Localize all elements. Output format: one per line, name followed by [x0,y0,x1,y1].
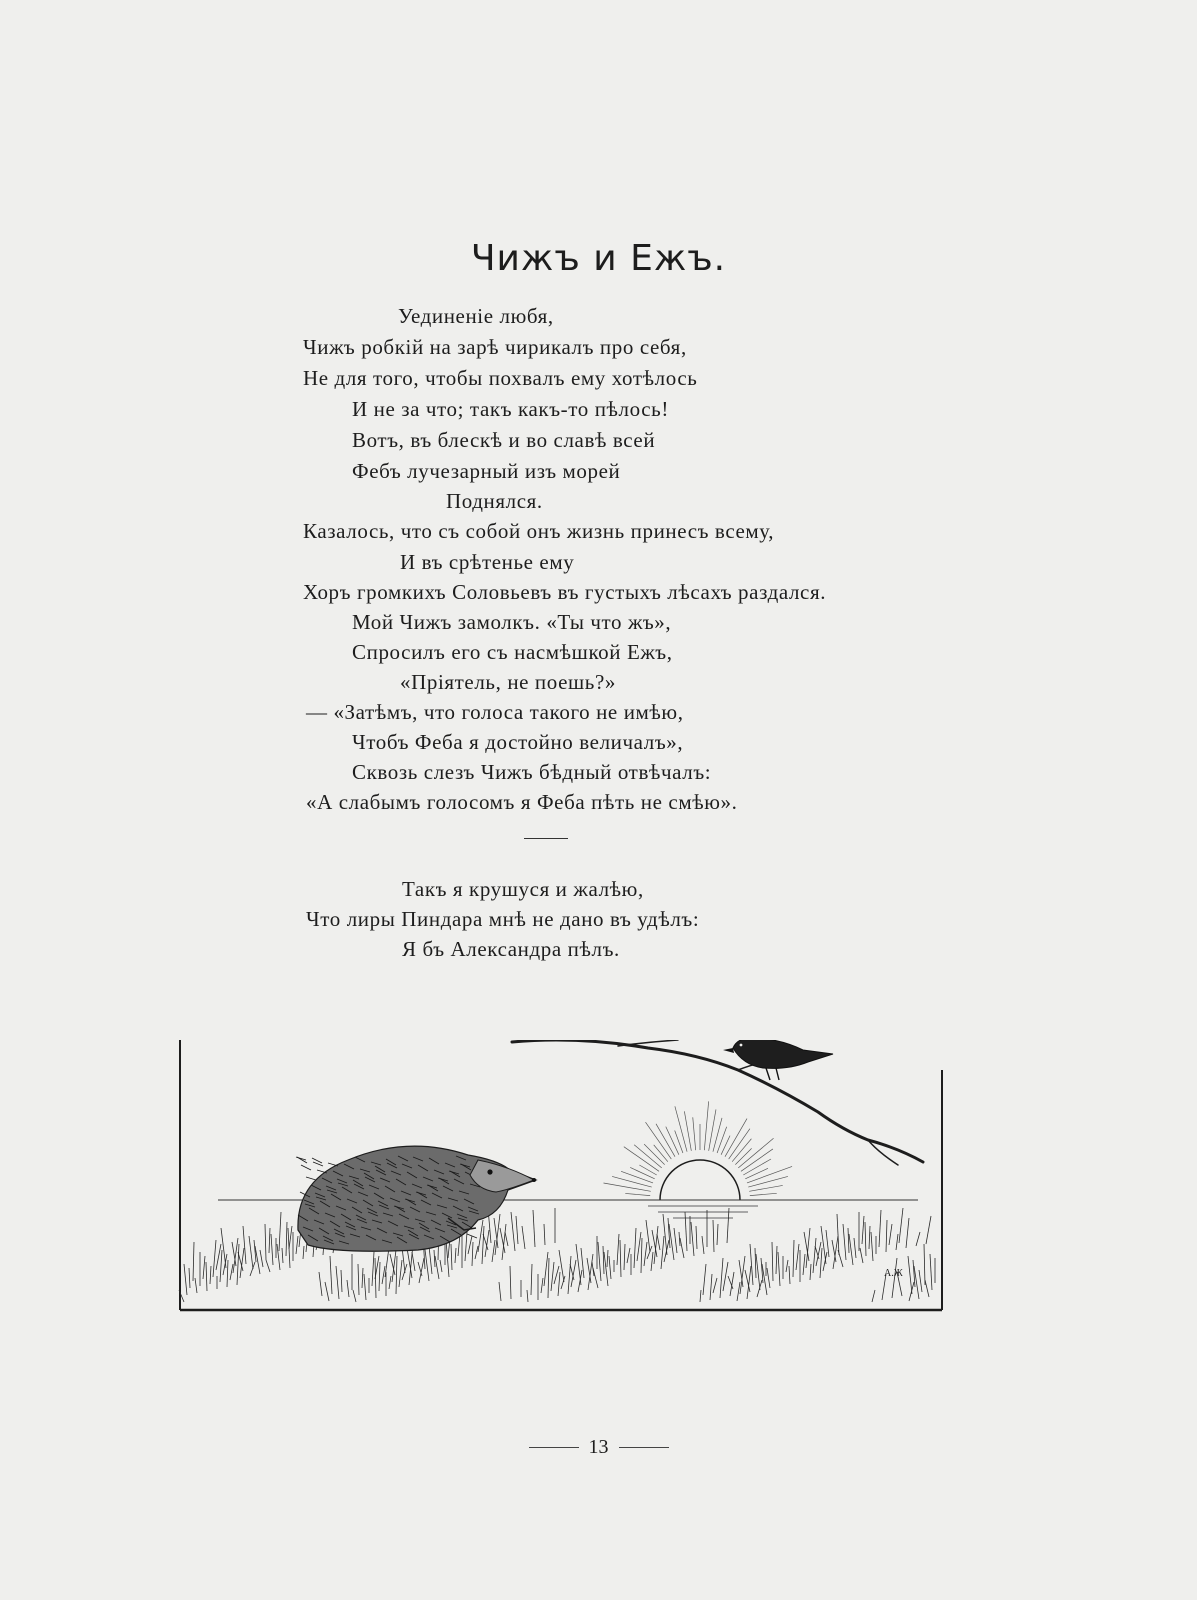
branch [512,1040,923,1165]
poem-line: Вотъ, въ блескѣ и во славѣ всей [352,428,656,452]
poem-line: Поднялся. [446,489,543,513]
sun-icon [660,1160,740,1200]
poem-line: Мой Чижъ замолкъ. «Ты что жъ», [352,610,672,634]
poem-line: И въ срѣтенье ему [400,550,575,574]
grass [179,1208,935,1302]
moral-line: Я бъ Александра пѣлъ. [402,937,620,961]
poem-title: Чижъ и Ежъ. [470,238,727,279]
poem-line: И не за что; такъ какъ-то пѣлось! [352,397,669,421]
moral-line: Что лиры Пиндара мнѣ не дано въ удѣлъ: [306,907,700,931]
poem-line: Казалось, что съ собой онъ жизнь принесъ всему, [303,519,775,543]
poem-line: — «Затѣмъ, что голоса такого не имѣю, [306,700,684,724]
poem-line: Уединеніе любя, [398,304,554,328]
poem-line: Хоръ громкихъ Соловьевъ въ густыхъ лѣсахъ раздался. [303,580,827,604]
poem-line: Чтобъ Феба я достойно величалъ», [352,730,684,754]
poem-line: Чижъ робкій на зарѣ чирикалъ про себя, [303,335,687,359]
poem-line: Не для того, чтобы похвалъ ему хотѣлось [303,366,698,390]
page-number-footer [0,1436,1197,1459]
folio-rule-right [619,1447,669,1448]
siskin-icon [723,1040,833,1080]
folio-rule-left [529,1447,579,1448]
hedgehog-siskin-illustration [178,1040,944,1312]
poem-line: Фебъ лучезарный изъ морей [352,459,621,483]
poem-line: Спросилъ его съ насмѣшкой Ежъ, [352,640,673,664]
poem-line: «Пріятель, не поешь?» [400,670,617,694]
moral-line: Такъ я крушуся и жалѣю, [402,877,644,901]
poem-line: «А слабымъ голосомъ я Феба пѣть не смѣю». [306,790,738,814]
artist-signature: А.Ж [884,1268,903,1279]
page-number: 13 [588,1436,609,1458]
hedgehog-icon [296,1146,536,1251]
section-divider [524,838,568,839]
poem-line: Сквозь слезъ Чижъ бѣдный отвѣчалъ: [352,760,712,784]
